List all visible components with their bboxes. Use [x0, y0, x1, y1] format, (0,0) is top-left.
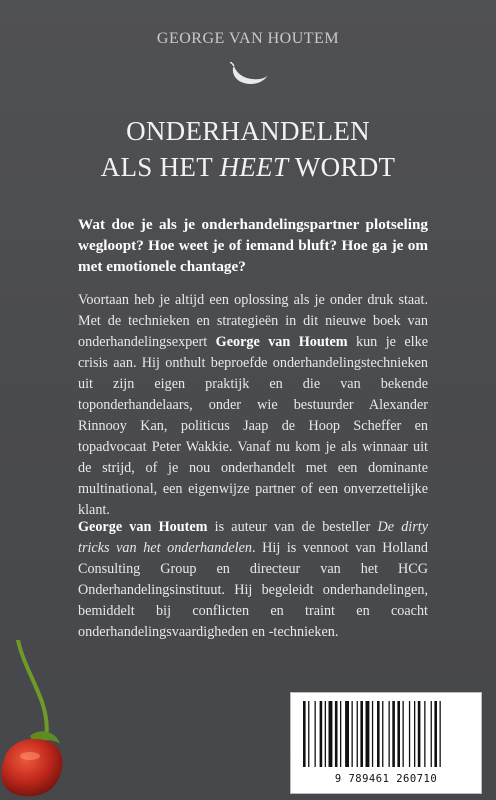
barcode-bar: [340, 701, 341, 767]
barcode-bar: [424, 701, 425, 767]
p1-text-a: Voortaan heb je altijd een oplossing als je onder druk staat. Met de technieken en strategieën in dit nieuwe boek van onderhandelingsexpert: [78, 292, 428, 350]
barcode-bar: [382, 701, 383, 767]
barcode-bar: [366, 701, 370, 767]
barcode-bar: [403, 701, 404, 767]
title-line-2: [0, 149, 496, 185]
pepper-icon: [226, 62, 270, 88]
p2-text-a: is auteur van de besteller: [207, 519, 378, 535]
chili-pepper-illustration: [0, 640, 80, 800]
barcode-bar: [360, 701, 363, 767]
barcode-bar: [414, 701, 415, 767]
barcode-bar: [308, 701, 309, 767]
isbn-number: 9 789461 260710: [334, 773, 438, 785]
p2-author-bold: George van Houtem: [78, 519, 208, 535]
title-line-2-end: WORDT: [288, 152, 396, 182]
barcode-bar: [431, 701, 432, 767]
title-line-2-start: ALS HET: [100, 152, 220, 182]
barcode-bar: [303, 701, 306, 767]
intro-questions: Wat doe je als je onderhandelingspartner plotseling wegloopt? Hoe weet je of iemand bluft? Hoe ga je om met emotionele chantage?: [78, 216, 428, 275]
barcode-bar: [418, 701, 421, 767]
p1-author-bold: George van Houtem: [215, 334, 348, 350]
author-bio-paragraph: [78, 517, 428, 643]
p1-text-b: kun je elke crisis aan. Hij onthult beproefde onderhandelingstechnieken uit zijn eigen praktijk en die van bekende toponderhandelaars, onder wie bestuurder Alexander Rinnooy Kan, politicus Jaap de Hoop Scheffer en topadvocaat Peter Wakkie. Vanaf nu kom je als winnaar uit de strijd, of je nou onderhandelt met een dominante multinational, een eigenwijze partner of een onverzettelijke klant.: [78, 334, 428, 518]
barcode-bar: [345, 701, 349, 767]
barcode-bar: [409, 701, 410, 767]
barcode-bar: [320, 701, 323, 767]
book-title: [0, 113, 496, 185]
author-name-header: GEORGE VAN HOUTEM: [156, 30, 340, 47]
barcode-bar: [377, 701, 380, 767]
barcode-bar: [397, 701, 400, 767]
barcode-bar: [357, 701, 358, 767]
barcode-bars: [301, 701, 471, 769]
barcode-bar: [434, 701, 437, 767]
barcode-bar: [392, 701, 395, 767]
description-paragraph: [78, 290, 428, 521]
barcode-bar: [352, 701, 353, 767]
barcode-bar: [440, 701, 441, 767]
barcode: [290, 692, 482, 794]
p2-book-title-italic: De dirty tricks van het onderhandelen: [78, 519, 429, 556]
title-emphasis: HEET: [219, 152, 289, 182]
barcode-bar: [372, 701, 373, 767]
barcode-bar: [389, 701, 390, 767]
barcode-bar: [315, 701, 316, 767]
title-line-1: ONDERHANDELEN: [126, 116, 370, 146]
barcode-bar: [325, 701, 326, 767]
barcode-bar: [335, 701, 338, 767]
p2-text-b: . Hij is vennoot van Holland Consulting Group en directeur van het HCG Onderhandelingsinstituut. Hij begeleidt onderhandelingen, bemiddelt bij conflicten en traint en coacht onderhandelingsvaardigheden en -technieken.: [78, 540, 429, 640]
barcode-bar: [329, 701, 333, 767]
